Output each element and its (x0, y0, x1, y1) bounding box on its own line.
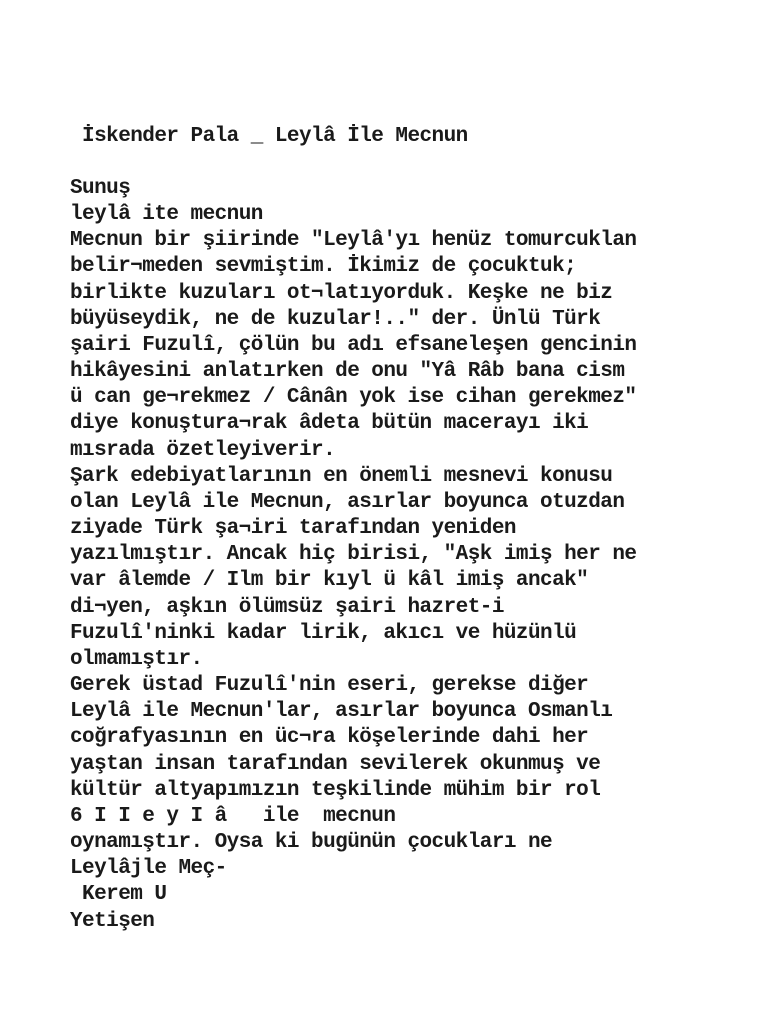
text-line-7: şairi Fuzulî, çölün bu adı efsaneleşen gencinin (70, 334, 637, 357)
text-line-17: di¬yen, aşkın ölümsüz şairi hazret-i (70, 596, 504, 619)
text-line-10: diye konuştura¬rak âdeta bütün macerayı iki (70, 412, 589, 435)
text-line-3: Mecnun bir şiirinde "Leylâ'yı henüz tomurcuklan (70, 229, 637, 252)
text-line-13: olan Leylâ ile Mecnun, asırlar boyunca otuzdan (70, 491, 625, 514)
document-title: İskender Pala _ Leylâ İle Mecnun (70, 125, 468, 148)
text-line-1: Sunuş (70, 177, 131, 200)
text-line-16: var âlemde / Ilm bir kıyl ü kâl imiş ancak" (70, 569, 589, 592)
text-line-24: kültür altyapımızın teşkilinde mühim bir rol (70, 779, 601, 802)
text-line-9: ü can ge¬rekmez / Cânân yok ise cihan gerekmez" (70, 386, 637, 409)
text-line-22: coğrafyasının en üc¬ra köşelerinde dahi her (70, 726, 589, 749)
text-line-15: yazılmıştır. Ancak hiç birisi, "Aşk imiş her ne (70, 543, 637, 566)
text-line-19: olmamıştır. (70, 648, 203, 671)
text-line-12: Şark edebiyatlarının en önemli mesnevi konusu (70, 465, 613, 488)
text-line-8: hikâyesini anlatırken de onu "Yâ Râb bana cism (70, 360, 625, 383)
text-line-29: Yetişen (70, 910, 155, 933)
text-line-23: yaştan insan tarafından sevilerek okunmuş ve (70, 753, 601, 776)
text-line-5: birlikte kuzuları ot¬latıyorduk. Keşke ne biz (70, 282, 613, 305)
text-line-14: ziyade Türk şa¬iri tarafından yeniden (70, 517, 516, 540)
text-line-6: büyüseydik, ne de kuzular!.." der. Ünlü Türk (70, 308, 601, 331)
text-line-2: leylâ ite mecnun (70, 203, 263, 226)
text-line-28: Kerem U (70, 883, 167, 906)
text-line-20: Gerek üstad Fuzulî'nin eseri, gerekse diğer (70, 674, 589, 697)
text-line-26: oynamıştır. Oysa ki bugünün çocukları ne (70, 831, 553, 854)
text-line-11: mısrada özetleyiverir. (70, 439, 336, 462)
text-line-25: 6 I I e y I â ile mecnun (70, 805, 396, 828)
text-line-27: Leylâjle Meç- (70, 857, 227, 880)
text-line-21: Leylâ ile Mecnun'lar, asırlar boyunca Osmanlı (70, 700, 613, 723)
text-line-18: Fuzulî'ninki kadar lirik, akıcı ve hüzünlü (70, 622, 577, 645)
text-line-4: belir¬meden sevmiştim. İkimiz de çocuktuk; (70, 255, 577, 278)
